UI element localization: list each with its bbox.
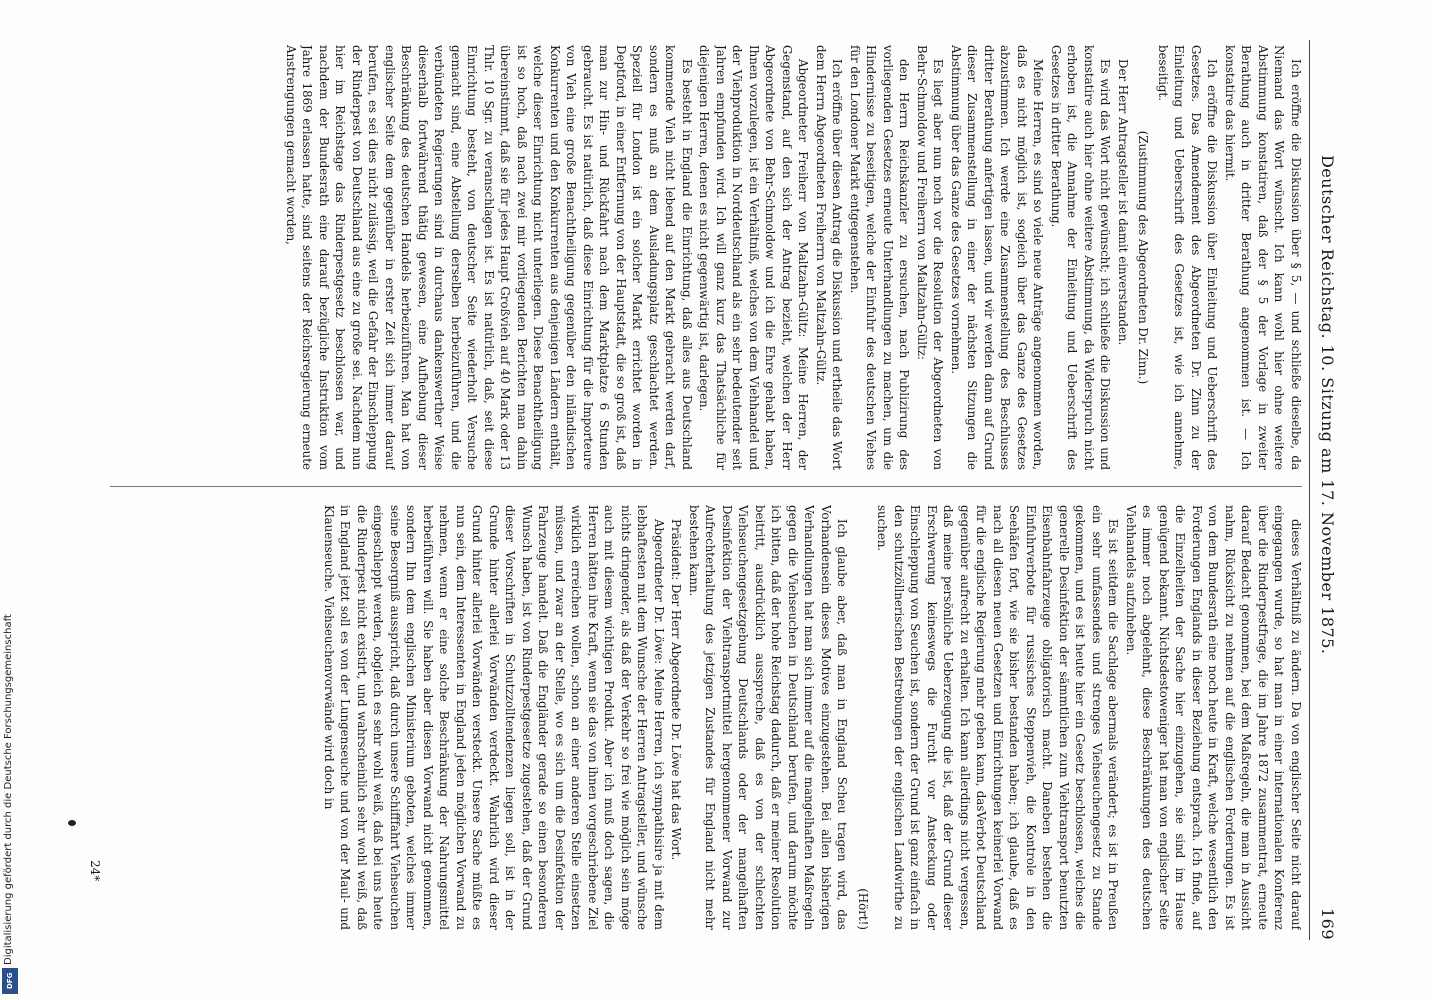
ink-dot — [68, 820, 76, 826]
left-text-column — [109, 45, 1304, 470]
column-divider — [110, 486, 1302, 487]
paragraph: Der Herr Antragsteller ist damit einverstanden. — [1116, 59, 1130, 346]
paragraph: Ich eröffne über diesen Antrag die Diskussion und ertheile das Wort dem Herrn Abgeordneten Freiherrn von Maltzahn-Gültz. — [814, 45, 845, 470]
paragraph: Ich glaube aber, daß man in England Scheu tragen wird, das Vorhandensein dieses Motives einzugestehen. Bei allen bisherigen Verhandlungen hat man sich immer auf die mangelhaften Maßregeln gegen die Viehseuchen in Deutschland berufen, und darum möchte ich bitten, daß der hohe Reichstag dadurch, daß er meiner Resolution beitritt, ausdrücklich ausspreche, daß es von der schlechten Viehseuchengesetzgebung Deutschlands oder der mangelhaften Desinfektion der Viehtransportmittel hergenommener Vorwand zur Aufrechterhaltung des jetzigen Zustandes für England nicht mehr bestehen kann. — [687, 505, 850, 930]
paragraph: dieses Verhältniß zu ändern. Da von englischer Seite nicht darauf eingegangen wurde, so hat man in einer internationalen Konferenz über die Rinderpestfrage, die im Jahre 1872 zusammentrat, erneute darauf Bedacht genommen, bei dem Maßregeln, die man in Aussicht nahm, Rücksicht zu nehmen auf die englischen Forderungen. Es ist von dem Bundesrath eine noch heute in Kraft, welche wesentlich den Forderungen Englands in dieser Beziehung entsprach. Ich finde, auf die Einzelheiten der Sache hier einzugehen, sie sind im Hause genügend bekannt. Nichtsdestoweniger hat man von englischer Seite es immer noch abgelehnt, diese Beschränkungen des deutschen Viehhandels aufzuheben. — [1124, 505, 1303, 930]
paragraph: Es wird das Wort nicht gewünscht; ich schließe die Diskussion und konstatire auch hier ohne weitere Abstimmung, da Widerspruch nicht erhoben ist, die Annahme der Einleitung und Ueberschrift des Gesetzes in dritter Berathung. — [1049, 45, 1113, 470]
right-text-column — [109, 505, 1304, 930]
speech-paragraph: Abgeordneter Freiherr von Maltzahn-Gültz: Meine Herren, der Gegenstand, auf den sich der Antrag bezieht, welchen der Herr Abgeordnete von Behr-Schmoldow und ich die Ehre gehabt haben, Ihnen vorzulegen, ist ein Verhältniß, welches von dem Viehhandel und der Viehproduktion in Norddeutschland als ein sehr bedeutender seit Jahren empfunden wird. Ich will ganz kurz das Thatsächliche für diejenigen Herren, denen es nicht gegenwärtig ist, darlegen. — [697, 45, 811, 470]
dfg-logo: DFG — [2, 968, 18, 994]
paragraph: Ich eröffne die Diskussion über Einleitung und Ueberschrift des Gesetzes. Das Amendement des Abgeordneten Dr. Zinn zu der Einleitung und Ueberschrift des Gesetzes ist, wie ich annehme, beseitigt. — [1156, 45, 1220, 470]
speech-paragraph: Abgeordneter Dr. Löwe: Meine Herren, ich sympathisire ja mit dem lebhaftesten mit dem Wunsche der Herren Antragsteller, und wünsche nichts dringender, als daß der Verkehr so frei wie möglich sein möge auch mit diesem wichtigen Produkt. Aber ich muß doch sagen, die Herren hätten ihre Kraft, wenn sie das von ihnen vorgeschriebene Ziel wirklich erreichen wollen, schon an einer anderen Stelle einsetzen müssen, und zwar an der Stelle, wo es sich um die Desinfektion der Fahrzeuge handelt. Daß die Engländer gerade so einen besonderen Wunsch haben, ist von Rinderpestgesetze zugestehen, daß der Grund dieser Vorschriften in Schutzzolltendenzen liegen soll, ist in der Grunde hinter allerlei Vorwänden verdeckt. Wahrlich wird dieser Grund hinter allerlei Vorwänden versteckt. Unsere Sache müßte es nun sein, dem Interessenten in England jeden möglichen Vorwand zu nehmen, wenn er eine solche Beschränkung der Nahrungsmittel herbeiführen will. Sie haben aber diesen Vorwand nicht genommen, sondern Ihn dem englischen Ministerium geboten, welches immer seine Besorgniß ausspricht, daß durch unsere Schifffahrt Viehseuchen eingeschleppt werden, obgleich es sehr wohl weiß, daß bei uns heute die Rinderpest nicht existirt, und wahrscheinlich sehr wohl weiß, daß in England jetzt soll es von der Lungenseuche und von der Maul- und Klauenseuche. Viehseuchenvorwände wird doch in — [322, 505, 666, 930]
page-header — [1313, 40, 1337, 940]
credit-text: Digitalisierung gefördert durch die Deutsche Forschungsgemeinschaft — [3, 614, 14, 965]
header-rule — [1309, 40, 1310, 940]
paragraph: Es besteht in England die Einrichtung, daß alles aus Deutschland kommende Vieh nicht lebend auf den Markt gebracht werden darf, sondern es muß an dem Ausladungsplatz geschlachtet werden. Speziell für London ist ein solcher Markt errichtet worden in Deptford, in einer Entfernung von der Hauptstadt, die so groß ist, daß man zur Hin- und Rückfahrt nach dem Marktplatze 6 Stunden gebraucht. Es ist natürlich, daß diese Einrichtung für die Importeure von Vieh eine große Benachtheiligung gegenüber den inländischen Konkurrenten und den Konkurrenten aus denjenigen Ländern enthält, welche dieser Einrichtung nicht unterliegen. Diese Benachtheiligung ist so hoch, daß nach zwei mir vorliegenden Berichten man dahin übereinstimmt, daß sie für jedes Haupt Großvieh auf 40 Mark oder 13 Thlr. 10 Sgr. zu veranschlagen ist. Es ist natürlich, daß, seit diese Einrichtung besteht, von deutscher Seite wiederholt Versuche gemacht sind, eine Abstellung derselben herbeizuführen, und die verbündeten Regierungen sind in durchaus dankenswerther Weise dieserhalb fortwährend thätig gewesen, eine Aufhebung dieser Beschränkung des deutschen Handels herbeizuführen. Man hat von englischer Seite dem gegenüber in erster Zeit sich immer darauf berufen, es sei dies nicht zulässig, weil die Gefahr der Einschleppung der Rinderpest von Deutschland aus eine zu große sei. Nachdem nun hier im Reichstage das Rinderpestgesetz beschlossen war, und nachdem der Bundesrath eine darauf bezügliche Instruktion vom Jahre 1869 erlassen hatte, sind seitens der Reichsregierung erneute Anstrengungen gemacht worden, — [284, 45, 694, 470]
interjection: (Hört!) — [856, 888, 870, 930]
paragraph: Meine Herren, es sind so viele neue Anträge angenommen worden, daß es nicht möglich ist, sogleich über das Ganze des Gesetzes abzustimmen. Ich werde eine Zusammenstellung des Beschlusses dritter Berathung anfertigen lassen, und wir werden dann auf Grund dieser Zusammenstellung in einer der nächsten Sitzungen die Abstimmung über das Ganze des Gesetzes vornehmen. — [949, 45, 1046, 470]
president-remark: Präsident: Der Herr Abgeordnete Dr. Löwe hat das Wort. — [669, 519, 684, 861]
interjection: (Zustimmung des Abgeordneten Dr. Zinn.) — [1136, 130, 1151, 385]
paragraph: Es ist seitdem die Sachlage abermals verändert; es ist in Preußen ein sehr umfassendes und strenges Viehseuchengesetz zu Stande gekommen, und es ist heute hier ein Gesetz beschlossen, welches die generelle Desinfektion der sämmtlichen zum Viehtransport benutzten Eisenbahnfahrzeuge obligatorisch macht. Daneben bestehen die Einfuhrverbote für russisches Steppenvieh, die Kontrole in den Seehäfen fort, wie sie bisher bestanden haben; ich glaube, daß es nach all diesen neuen Gesetzen und Einrichtungen keinerlei Vorwand für die englische Regierung mehr geben kann, dasVerbot Deutschland gegenüber aufrecht zu erhalten. Ich kann allerdings nicht vergessen, daß meine persönliche Ueberzeugung die ist, daß der Grund dieser Erschwerung keineswegs die Furcht vor Ansteckung oder Einschleppung von Seuchen ist, sondern der Grund ist ganz einfach in den schutzzöllnerischen Bestrebungen der englischen Landwirthe zu suchen. — [875, 505, 1121, 930]
paragraph: Es liegt aber nun noch vor die Resolution der Abgeordneten von Behr-Schmoldow und Freiherrn von Maltzahn-Gültz: — [915, 45, 946, 470]
header-title: Deutscher Reichstag. 10. Sitzung am 17. November 1875. — [1318, 155, 1337, 655]
resolution-text: den Herrn Reichskanzler zu ersuchen, nach Publizirung des vorliegenden Gesetzes erneute Unterhandlungen zu machen, um die Hindernisse zu beseitigen, welche der Einfuhr des deutschen Viehes für den Londoner Markt entgegenstehen. — [848, 45, 912, 470]
page-number: 169 — [1318, 907, 1337, 940]
paragraph: Ich eröffne die Diskussion über § 5, — und schließe dieselbe, da Niemand das Wort wünscht. Ich kann wohl hier ohne weitere Abstimmung konstatiren, daß der § 5 der Vorlage in zweiter Berathung auch in dritter Berathung angenommen ist. — Ich konstatire das hiermit. — [1223, 45, 1303, 470]
signature-mark: 24* — [88, 860, 102, 882]
